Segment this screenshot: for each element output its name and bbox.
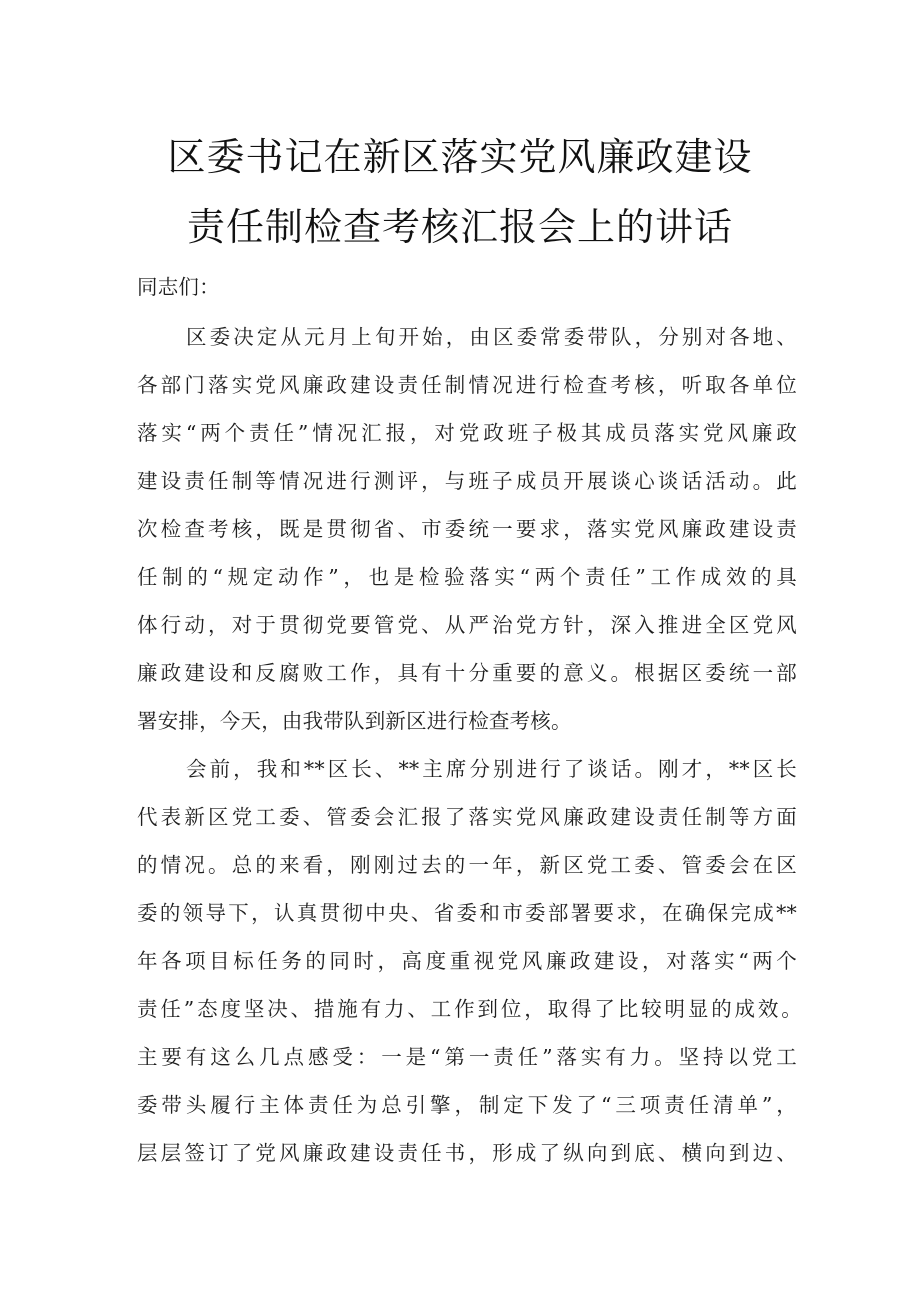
paragraph-2-line: 委的领导下，认真贯彻中央、省委和市委部署要求，在确保完成** xyxy=(137,901,797,925)
paragraph-1-line: 各部门落实党风廉政建设责任制情况进行检查考核，听取各单位 xyxy=(137,373,797,397)
paragraph-1-line: 区委决定从元月上旬开始，由区委常委带队，分别对各地、 xyxy=(186,325,797,349)
paragraph-2-line: 年各项目标任务的同时，高度重视党风廉政建设，对落实“两个 xyxy=(137,949,797,973)
paragraph-2-line: 层层签订了党风廉政建设责任书，形成了纵向到底、横向到边、 xyxy=(137,1141,797,1165)
paragraph-2-line: 代表新区党工委、管委会汇报了落实党风廉政建设责任制等方面 xyxy=(137,805,797,829)
paragraph-1-line: 次检查考核，既是贯彻省、市委统一要求，落实党风廉政建设责 xyxy=(137,517,797,541)
document-title-line-2: 责任制检查考核汇报会上的讲话 xyxy=(186,205,733,249)
paragraph-1-line: 任制的“规定动作”，也是检验落实“两个责任”工作成效的具 xyxy=(137,565,797,589)
paragraph-2-line: 主要有这么几点感受：一是“第一责任”落实有力。坚持以党工 xyxy=(137,1045,797,1069)
paragraph-2-line: 委带头履行主体责任为总引擎，制定下发了“三项责任清单”， xyxy=(137,1093,797,1117)
paragraph-2-line: 责任”态度坚决、措施有力、工作到位，取得了比较明显的成效。 xyxy=(137,997,802,1021)
paragraph-2-line: 会前，我和**区长、**主席分别进行了谈话。刚才，**区长 xyxy=(186,757,797,781)
paragraph-1-line: 落实“两个责任”情况汇报，对党政班子极其成员落实党风廉政 xyxy=(137,421,797,445)
salutation: 同志们： xyxy=(137,275,220,299)
document-title-line-1: 区委书记在新区落实党风廉政建设 xyxy=(167,135,753,179)
paragraph-1-line: 署安排，今天，由我带队到新区进行检查考核。 xyxy=(137,709,572,733)
paragraph-1-line: 廉政建设和反腐败工作，具有十分重要的意义。根据区委统一部 xyxy=(137,661,797,685)
paragraph-1-line: 建设责任制等情况进行测评，与班子成员开展谈心谈话活动。此 xyxy=(137,469,797,493)
paragraph-2-line: 的情况。总的来看，刚刚过去的一年，新区党工委、管委会在区 xyxy=(137,853,797,877)
paragraph-1-line: 体行动，对于贯彻党要管党、从严治党方针，深入推进全区党风 xyxy=(137,613,797,637)
